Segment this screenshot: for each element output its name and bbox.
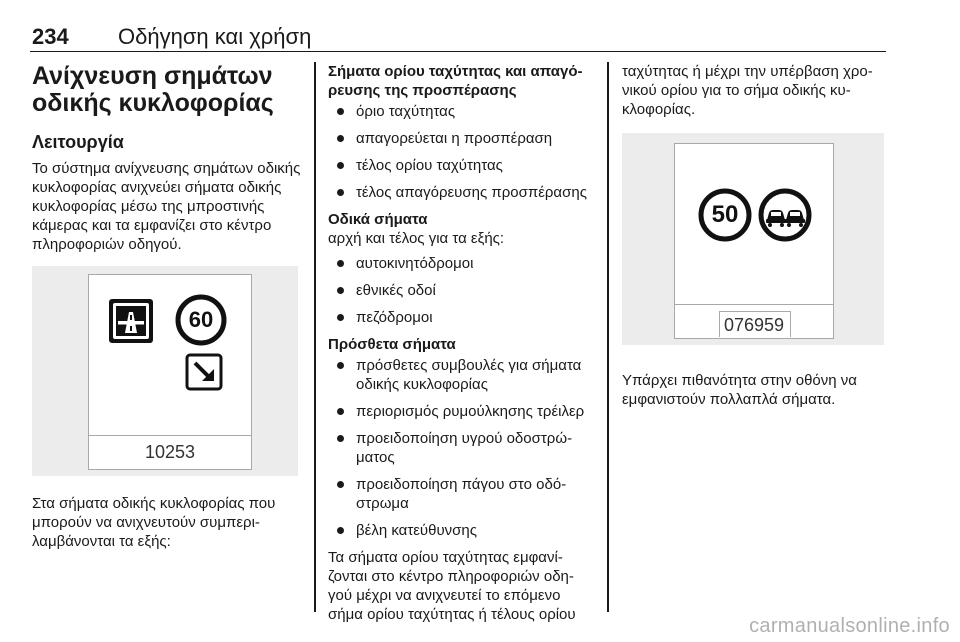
section-title-road-signs: Οδικά σήματα <box>328 211 428 228</box>
direction-arrow-sign-icon <box>187 355 221 389</box>
figure-speed-no-overtaking-display <box>622 133 884 345</box>
figure-code: 10253 <box>144 442 196 462</box>
section-heading: Ανίχνευση σημάτων οδικής κυκλοφορίας <box>32 62 274 117</box>
page-number: 234 <box>32 24 69 49</box>
list-item: πεζόδρομοι <box>328 308 590 327</box>
list-item: εθνικές οδοί <box>328 281 590 300</box>
column-right <box>622 62 887 409</box>
list-item: όριο ταχύτητας <box>328 102 590 121</box>
column-middle <box>328 62 590 624</box>
road-signs-intro: αρχή και τέλος για τα εξής: <box>328 230 505 247</box>
outro-paragraph: Στα σήματα οδικής κυκλοφορίας που μπορούν να ανιχνευτούν συμπεριλαμβάνονται τα εξής: <box>32 495 276 550</box>
list-item: τέλος ορίου ταχύτητας <box>328 156 590 175</box>
figure-motorway-sign-display <box>32 266 298 476</box>
outro-paragraph: Τα σήματα ορίου ταχύτητας εμφανίζονται στο κέντρο πληροφοριών οδηγού μέχρι να ανιχνευτεί το επόμενο σήμα ορίου ταχύτητας ή τέλους ορίου <box>328 549 576 623</box>
sign-icons <box>89 275 253 435</box>
motorway-sign-icon <box>109 299 153 343</box>
chapter-title: Οδήγηση και χρήση <box>118 24 312 49</box>
list-item: αυτοκινητόδρομοι <box>328 254 590 273</box>
watermark: carmanualsonline.info <box>749 615 950 637</box>
outro-paragraph: Υπάρχει πιθανότητα στην οθόνη να εμφανιστούν πολλαπλά σήματα. <box>622 372 857 408</box>
section-title-additional-signs: Πρόσθετα σήματα <box>328 336 456 353</box>
road-signs-list <box>328 254 590 327</box>
speed-limit-value: 60 <box>188 307 214 332</box>
driver-info-display <box>88 274 252 470</box>
continuation-paragraph: ταχύτητας ή μέχρι την υπέρβαση χρονικού ορίου για το σήμα οδικής κυκλοφορίας. <box>622 63 873 118</box>
no-overtaking-sign-icon <box>761 191 809 239</box>
subsection-heading: Λειτουργία <box>32 132 124 152</box>
column-divider <box>314 62 316 612</box>
intro-paragraph: Το σύστημα ανίχνευσης σημάτων οδικής κυκλοφορίας ανιχνεύει σήματα οδικής κυκλοφορίας μέσω της μπροστινής κάμερας και τα εμφανίζει στο κέντρο πληροφοριών οδηγού. <box>32 160 301 253</box>
section-title-speed-signs: Σήματα ορίου ταχύτητας και απαγόρευσης της προσπέρασης <box>328 63 583 99</box>
column-left <box>32 62 302 551</box>
list-item: τέλος απαγόρευσης προσπέρασης <box>328 183 590 202</box>
display-divider <box>89 435 251 436</box>
column-divider <box>607 62 609 612</box>
list-item: απαγορεύεται η προσπέραση <box>328 129 590 148</box>
speed-limit-value: 50 <box>711 201 739 228</box>
display-divider <box>675 304 833 305</box>
additional-signs-list <box>328 356 590 540</box>
list-item: περιορισμός ρυμούλκησης τρέιλερ <box>328 402 590 421</box>
page-header <box>30 22 886 52</box>
figure-code: 076959 <box>723 315 785 335</box>
list-item: προειδοποίηση πάγου στο οδόστρωμα <box>328 475 590 513</box>
list-item: βέλη κατεύθυνσης <box>328 521 590 540</box>
list-item: πρόσθετες συμβουλές για σήματα οδικής κυκλοφορίας <box>328 356 590 394</box>
list-item: προειδοποίηση υγρού οδοστρώματος <box>328 429 590 467</box>
speed-signs-list <box>328 102 590 202</box>
driver-info-display <box>674 143 834 339</box>
